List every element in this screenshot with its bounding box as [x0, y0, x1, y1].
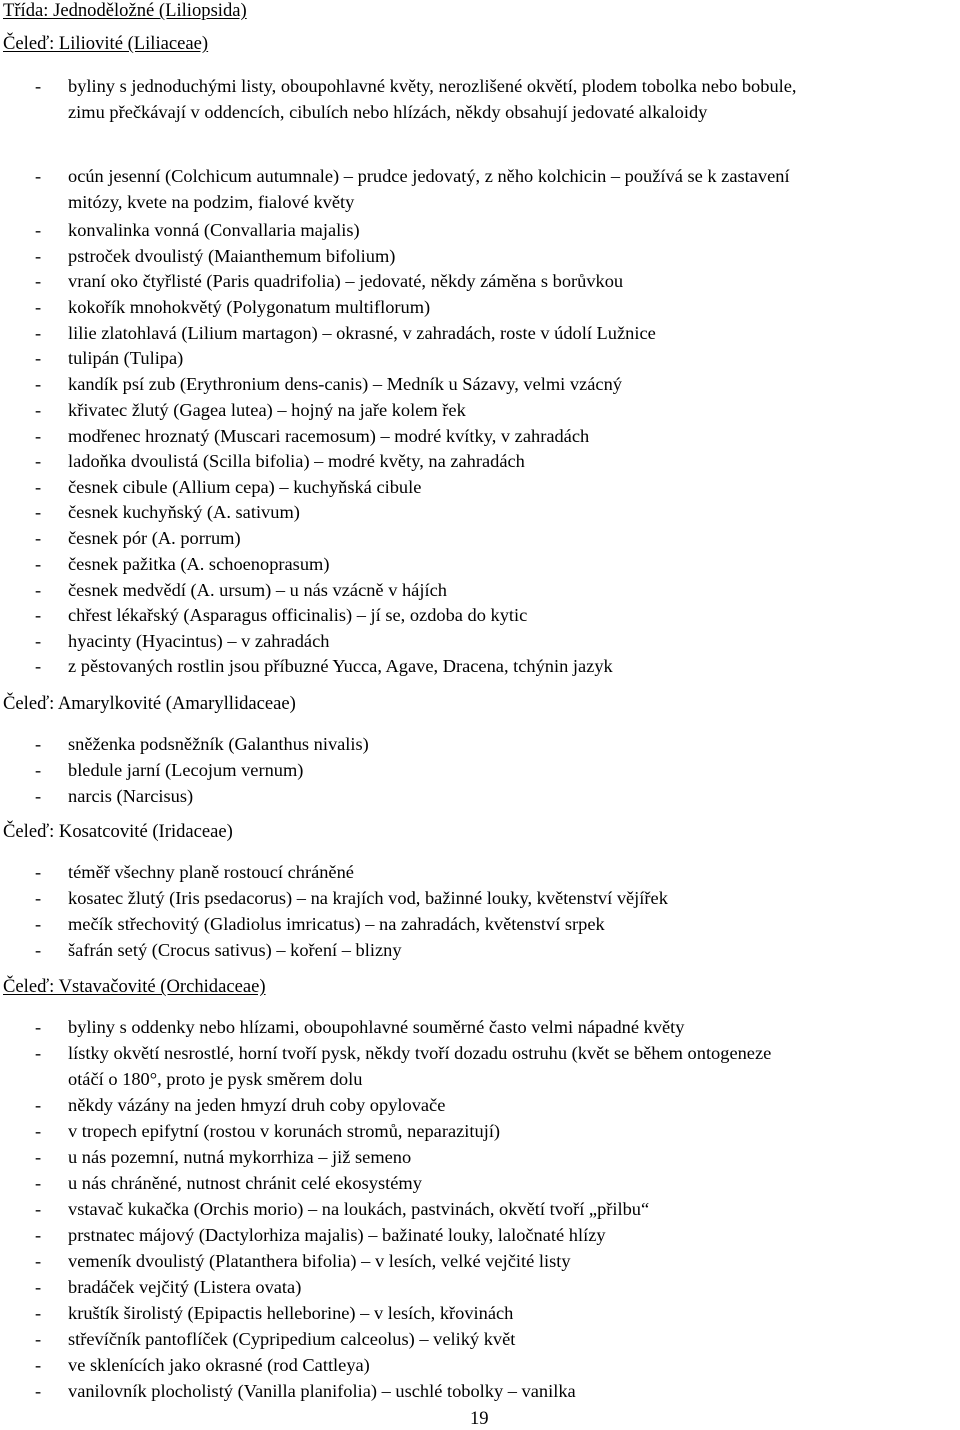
list-item-text [68, 911, 948, 937]
list-item-line: česnek cibule (Allium cepa) – kuchyňská cibule [68, 477, 422, 497]
list-item-text [68, 448, 948, 474]
bullet-dash: - [35, 502, 42, 522]
list-item-line: mitózy, kvete na podzim, fialové květy [68, 192, 355, 212]
list-item-line: bradáček vejčitý (Listera ovata) [68, 1277, 302, 1297]
list-item-text [68, 474, 948, 500]
list-item-line: pstroček dvoulistý (Maianthemum bifolium) [68, 246, 396, 266]
bullet-dash: - [35, 451, 42, 471]
list-item-text [68, 499, 948, 525]
list-item-line: u nás pozemní, nutná mykorrhiza – již semeno [68, 1147, 412, 1167]
list-item-line: bledule jarní (Lecojum vernum) [68, 760, 304, 780]
list-item-line: kokořík mnohokvětý (Polygonatum multiflorum) [68, 297, 431, 317]
list-item-text [68, 628, 948, 654]
list-item-text [68, 1040, 948, 1092]
bullet-dash: - [35, 888, 42, 908]
bullet-dash: - [35, 297, 42, 317]
list-item-text [68, 1352, 948, 1378]
list-item-line: někdy vázány na jeden hmyzí druh coby opylovače [68, 1095, 446, 1115]
list-item-line: otáčí o 180°, proto je pysk směrem dolu [68, 1069, 363, 1089]
bullet-dash: - [35, 76, 42, 96]
bullet-dash: - [35, 1095, 42, 1115]
list-item-text [68, 345, 948, 371]
list-item-text [68, 1248, 948, 1274]
list-item-line: téměř všechny planě rostoucí chráněné [68, 862, 354, 882]
list-item-line: střevíčník pantoflíček (Cypripedium calceolus) – veliký květ [68, 1329, 516, 1349]
list-item-text [68, 783, 948, 809]
class-heading: Třída: Jednoděložné (Liliopsida) [3, 0, 247, 21]
bullet-dash: - [35, 1043, 42, 1063]
list-item-line: narcis (Narcisus) [68, 786, 194, 806]
bullet-dash: - [35, 426, 42, 446]
bullet-dash: - [35, 1017, 42, 1037]
page-number: 19 [470, 1408, 489, 1429]
bullet-dash: - [35, 1355, 42, 1375]
list-item-text [68, 1118, 948, 1144]
list-item-text [68, 268, 948, 294]
list-item-text [68, 73, 948, 125]
list-item-line: zimu přečkávají v oddencích, cibulích nebo hlízách, někdy obsahují jedovaté alkaloidy [68, 102, 708, 122]
bullet-dash: - [35, 374, 42, 394]
list-item-line: vanilovník plocholistý (Vanilla planifolia) – uschlé tobolky – vanilka [68, 1381, 576, 1401]
list-item-text [68, 1300, 948, 1326]
list-item-text [68, 1274, 948, 1300]
bullet-dash: - [35, 477, 42, 497]
bullet-dash: - [35, 400, 42, 420]
list-item-line: lístky okvětí nesrostlé, horní tvoří pysk, někdy tvoří dozadu ostruhu (květ se během ontogeneze [68, 1043, 772, 1063]
list-item-text [68, 885, 948, 911]
list-item-line: u nás chráněné, nutnost chránit celé ekosystémy [68, 1173, 422, 1193]
list-item-text [68, 577, 948, 603]
bullet-dash: - [35, 786, 42, 806]
bullet-dash: - [35, 605, 42, 625]
bullet-dash: - [35, 580, 42, 600]
list-item-line: mečík střechovitý (Gladiolus imricatus) – na zahradách, květenství srpek [68, 914, 605, 934]
list-item-text [68, 320, 948, 346]
bullet-dash: - [35, 220, 42, 240]
bullet-dash: - [35, 1329, 42, 1349]
list-item-line: z pěstovaných rostlin jsou příbuzné Yucca, Agave, Dracena, tchýnin jazyk [68, 656, 613, 676]
list-item-text [68, 731, 948, 757]
list-item-line: ladoňka dvoulistá (Scilla bifolia) – modré květy, na zahradách [68, 451, 525, 471]
list-item-text [68, 653, 948, 679]
list-item-line: hyacinty (Hyacintus) – v zahradách [68, 631, 330, 651]
list-item-line: chřest lékařský (Asparagus officinalis) – jí se, ozdoba do kytic [68, 605, 528, 625]
list-item-line: lilie zlatohlavá (Lilium martagon) – okrasné, v zahradách, roste v údolí Lužnice [68, 323, 656, 343]
list-item-line: v tropech epifytní (rostou v korunách stromů, neparazitují) [68, 1121, 501, 1141]
list-item-line: česnek medvědí (A. ursum) – u nás vzácně v hájích [68, 580, 447, 600]
list-item-line: křivatec žlutý (Gagea lutea) – hojný na jaře kolem řek [68, 400, 466, 420]
list-item-text [68, 1144, 948, 1170]
bullet-dash: - [35, 1173, 42, 1193]
list-item-text [68, 551, 948, 577]
bullet-dash: - [35, 1381, 42, 1401]
list-item-text [68, 1222, 948, 1248]
list-item-text [68, 937, 948, 963]
bullet-dash: - [35, 734, 42, 754]
list-item-text [68, 1196, 948, 1222]
list-item-text [68, 371, 948, 397]
bullet-dash: - [35, 656, 42, 676]
bullet-dash: - [35, 166, 42, 186]
list-item-line: sněženka podsněžník (Galanthus nivalis) [68, 734, 369, 754]
list-item-line: česnek pór (A. porrum) [68, 528, 241, 548]
list-item-text [68, 1378, 948, 1404]
list-item-text [68, 294, 948, 320]
list-item-line: byliny s jednoduchými listy, oboupohlavné květy, nerozlišené okvětí, plodem tobolka nebo bobule, [68, 76, 797, 96]
list-item-line: vemeník dvoulistý (Platanthera bifolia) – v lesích, velké vejčité listy [68, 1251, 571, 1271]
bullet-dash: - [35, 631, 42, 651]
list-item-text [68, 1170, 948, 1196]
list-item-text [68, 757, 948, 783]
list-item-line: kosatec žlutý (Iris psedacorus) – na krajích vod, bažinné louky, květenství vějířek [68, 888, 668, 908]
bullet-dash: - [35, 1199, 42, 1219]
family-heading: Čeleď: Kosatcovité (Iridaceae) [3, 821, 233, 842]
list-item-line: ve sklenících jako okrasné (rod Cattleya) [68, 1355, 370, 1375]
list-item-line: kandík psí zub (Erythronium dens-canis) – Medník u Sázavy, velmi vzácný [68, 374, 622, 394]
list-item-line: šafrán setý (Crocus sativus) – koření – blizny [68, 940, 402, 960]
bullet-dash: - [35, 323, 42, 343]
list-item-text [68, 859, 948, 885]
list-item-line: byliny s oddenky nebo hlízami, oboupohlavné souměrné často velmi nápadné květy [68, 1017, 685, 1037]
list-item-text [68, 1014, 948, 1040]
bullet-dash: - [35, 1251, 42, 1271]
bullet-dash: - [35, 940, 42, 960]
list-item-text [68, 163, 948, 215]
list-item-text [68, 1092, 948, 1118]
list-item-line: vstavač kukačka (Orchis morio) – na loukách, pastvinách, okvětí tvoří „přilbu“ [68, 1199, 650, 1219]
bullet-dash: - [35, 528, 42, 548]
list-item-text [68, 423, 948, 449]
list-item-line: modřenec hroznatý (Muscari racemosum) – modré kvítky, v zahradách [68, 426, 590, 446]
list-item-text [68, 217, 948, 243]
list-item-line: ocún jesenní (Colchicum autumnale) – prudce jedovatý, z něho kolchicin – používá se k zastavení [68, 166, 790, 186]
list-item-text [68, 525, 948, 551]
list-item-text [68, 1326, 948, 1352]
bullet-dash: - [35, 1277, 42, 1297]
bullet-dash: - [35, 1121, 42, 1141]
bullet-dash: - [35, 760, 42, 780]
bullet-dash: - [35, 914, 42, 934]
bullet-dash: - [35, 348, 42, 368]
list-item-line: konvalinka vonná (Convallaria majalis) [68, 220, 360, 240]
list-item-text [68, 243, 948, 269]
bullet-dash: - [35, 271, 42, 291]
list-item-text [68, 397, 948, 423]
list-item-text [68, 602, 948, 628]
bullet-dash: - [35, 1225, 42, 1245]
list-item-line: tulipán (Tulipa) [68, 348, 184, 368]
family-heading: Čeleď: Liliovité (Liliaceae) [3, 33, 209, 54]
list-item-line: česnek kuchyňský (A. sativum) [68, 502, 300, 522]
family-heading: Čeleď: Amarylkovité (Amaryllidaceae) [3, 693, 296, 714]
list-item-line: kruštík širolistý (Epipactis helleborine) – v lesích, křovinách [68, 1303, 514, 1323]
list-item-line: česnek pažitka (A. schoenoprasum) [68, 554, 330, 574]
list-item-line: vraní oko čtyřlisté (Paris quadrifolia) – jedovaté, někdy záměna s borůvkou [68, 271, 624, 291]
bullet-dash: - [35, 554, 42, 574]
bullet-dash: - [35, 1303, 42, 1323]
bullet-dash: - [35, 246, 42, 266]
bullet-dash: - [35, 862, 42, 882]
list-item-line: prstnatec májový (Dactylorhiza majalis) – bažinaté louky, laločnaté hlízy [68, 1225, 606, 1245]
bullet-dash: - [35, 1147, 42, 1167]
family-heading: Čeleď: Vstavačovité (Orchidaceae) [3, 976, 266, 997]
